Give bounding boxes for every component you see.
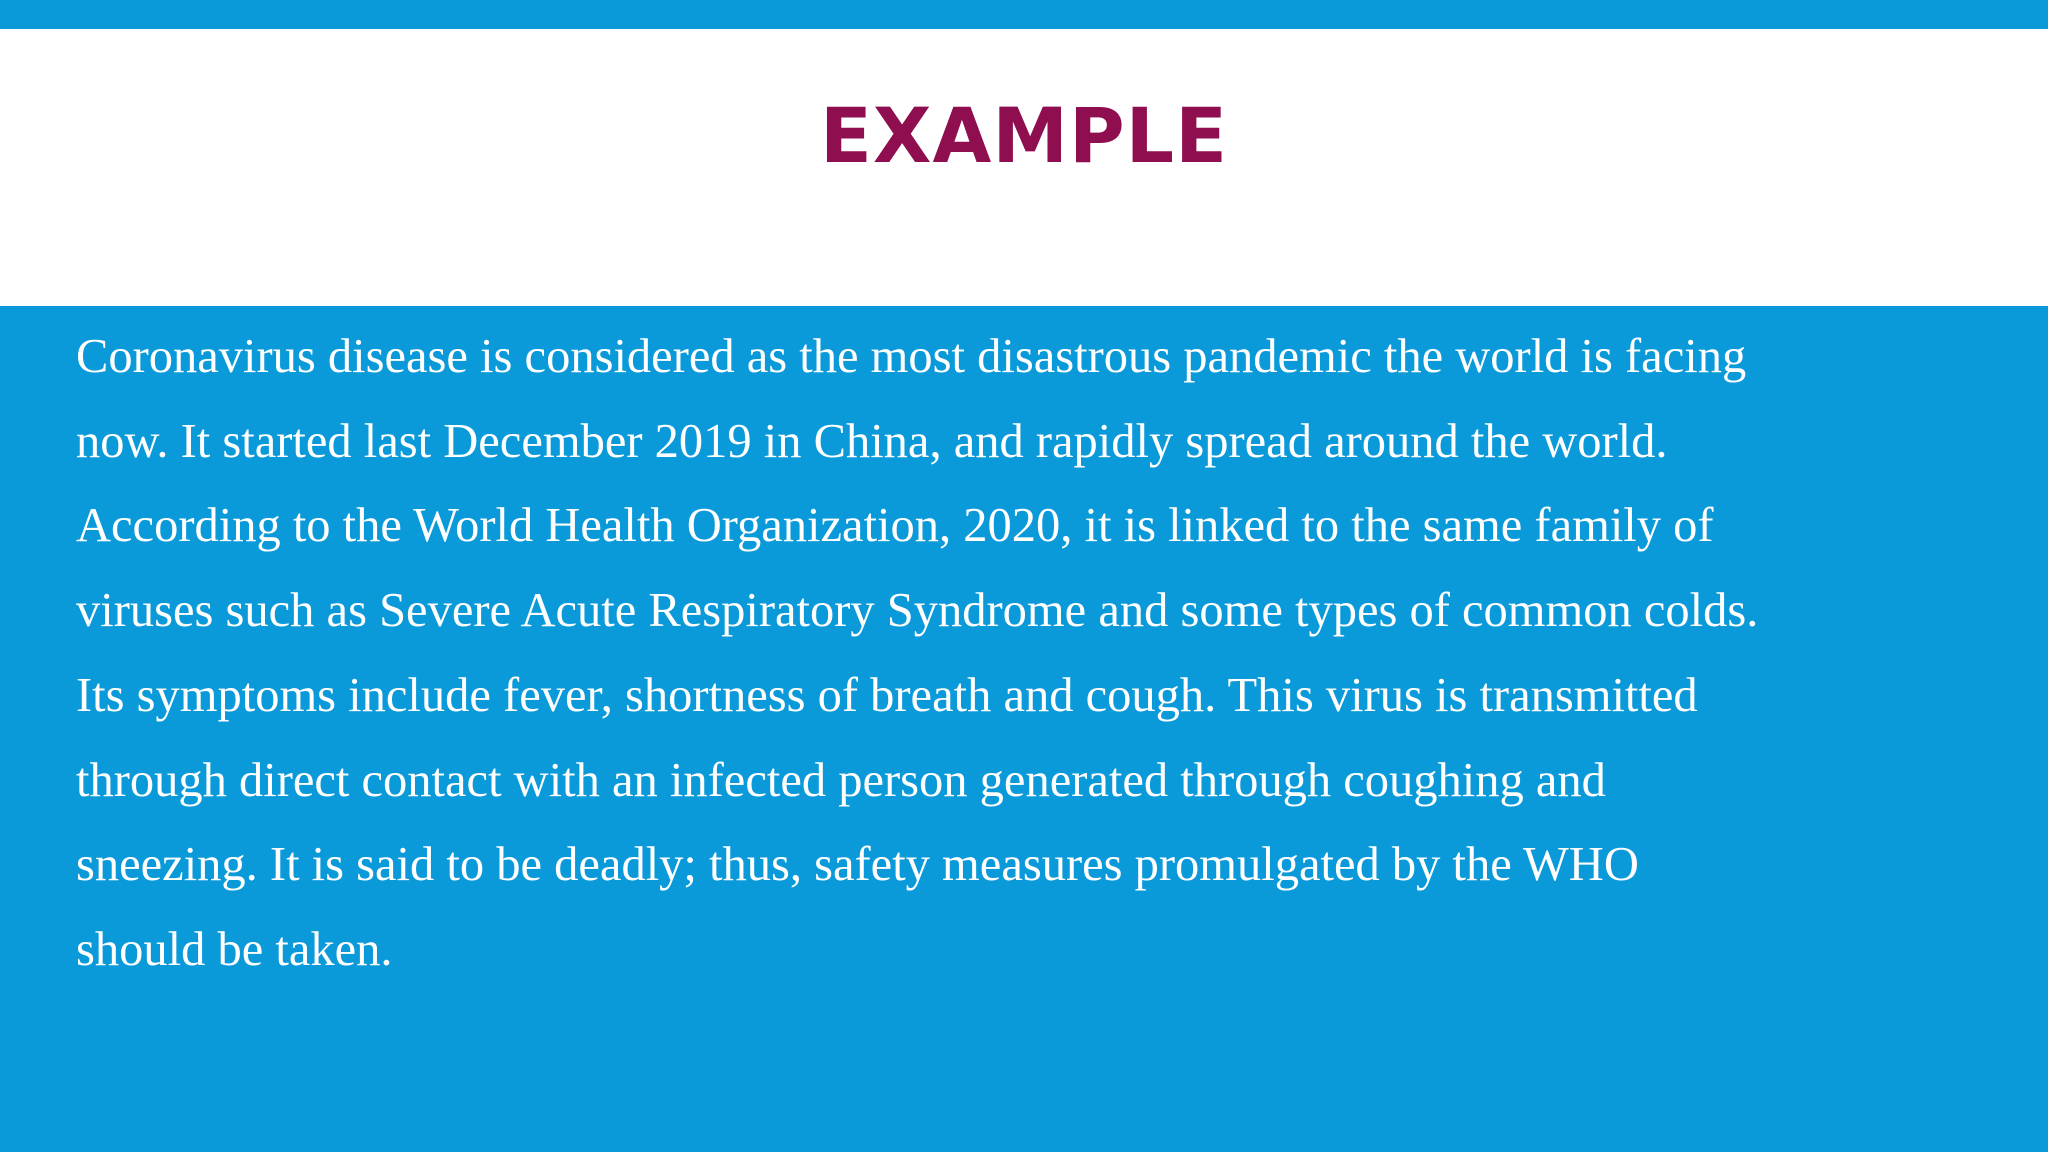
body-text-line: sneezing. It is said to be deadly; thus, safety measures promulgated by the WHO bbox=[76, 838, 1639, 892]
slide-title: EXAMPLE bbox=[819, 91, 1228, 180]
body-text-line: should be taken. bbox=[76, 922, 393, 976]
body-text-line: Coronavirus disease is considered as the most disastrous pandemic the world is facing bbox=[76, 330, 1747, 383]
slide-body-text bbox=[76, 315, 1996, 993]
body-text-line: Its symptoms include fever, shortness of breath and cough. This virus is transmitted bbox=[76, 668, 1698, 722]
body-text-line: now. It started last December 2019 in China, and rapidly spread around the world. bbox=[76, 414, 1668, 468]
body-text-line: through direct contact with an infected person generated through coughing and bbox=[76, 753, 1606, 807]
body-text-line: According to the World Health Organization, 2020, it is linked to the same family of bbox=[76, 499, 1714, 553]
body-text-line: viruses such as Severe Acute Respiratory Syndrome and some types of common colds. bbox=[76, 584, 1759, 638]
